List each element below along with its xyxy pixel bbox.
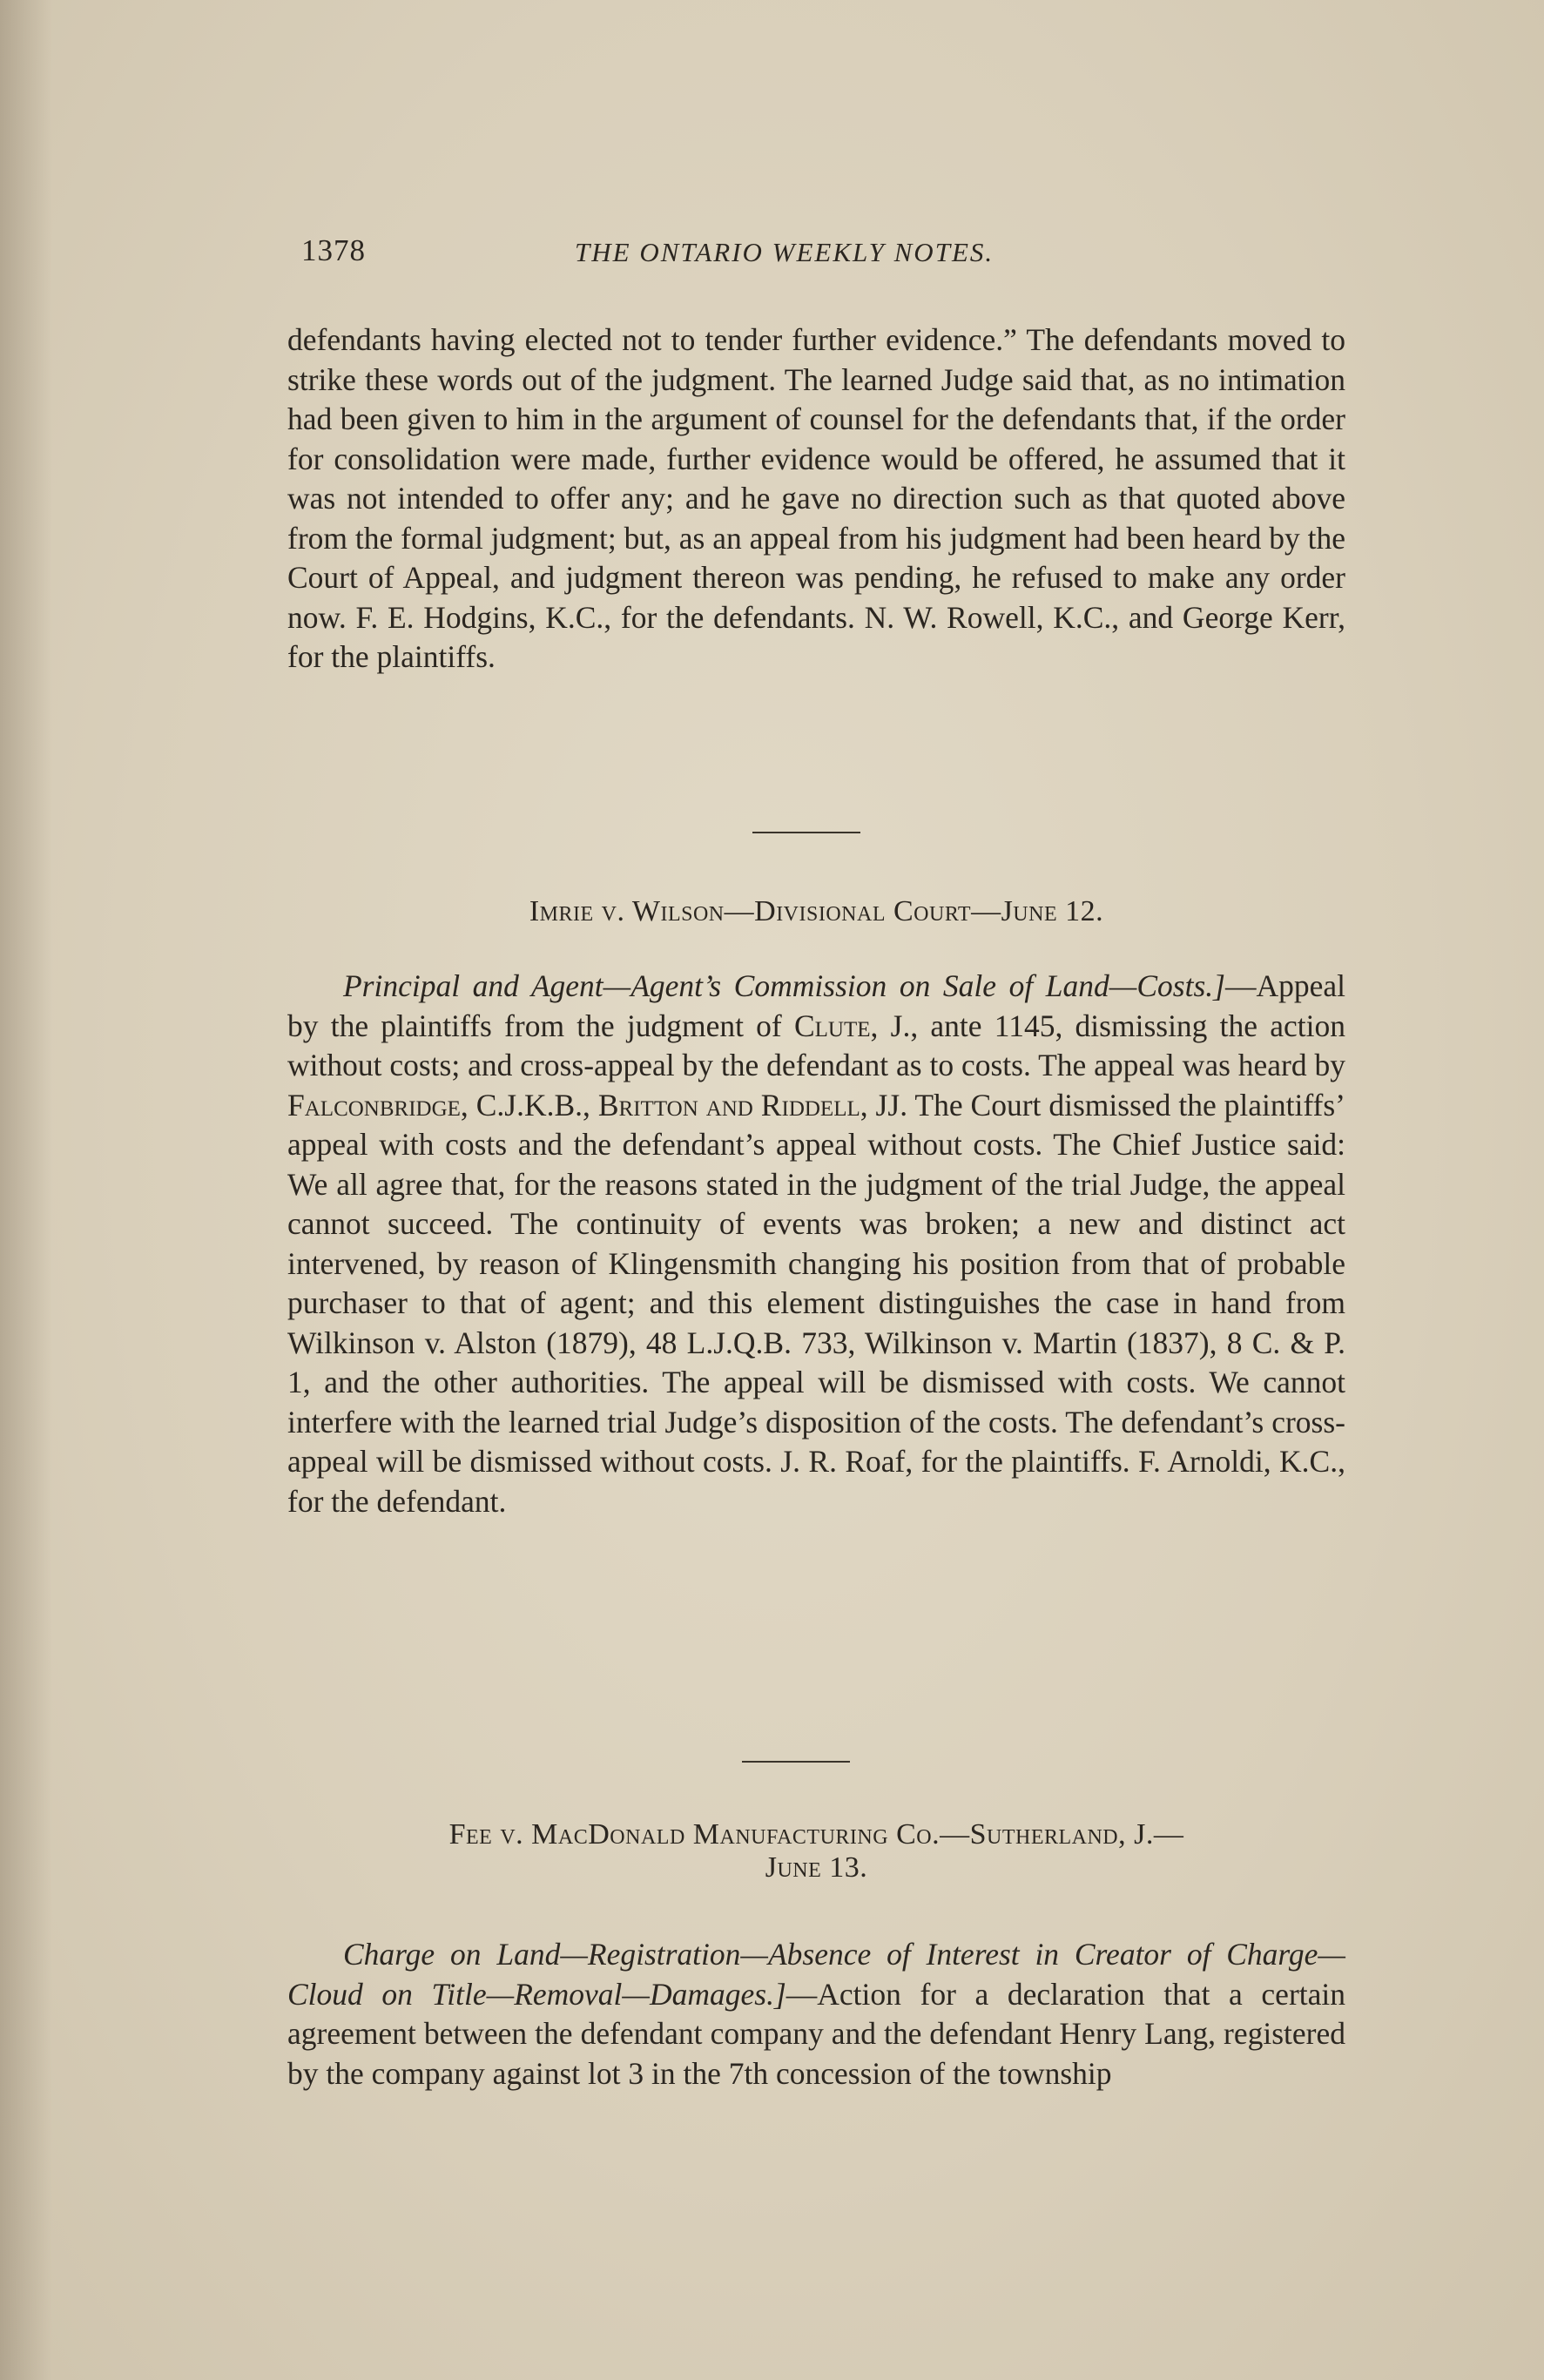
continuation-text: defendants having elected not to tender further evidence.” The defendants moved to strike these words out of the judgment. The learned Judge said that, as no intimation had been given to him in the argument of counsel for the defendants that, if the order for consolidation were made, further evidence would be offered, he assumed that it was not intended to offer any; and he gave no direction such as that quoted above from the formal judgment; but, as an appeal from his judgment had been heard by the Court of Appeal, and judgment thereon was pending, he refused to make any order now. F. E. Hodgins, K.C., for the defendants. N. W. Rowell, K.C., and George Kerr, for the plaintiffs.: [287, 322, 1345, 674]
case-imrie-text: [287, 967, 1345, 1521]
case-imrie-panel: Falconbridge, C.J.K.B., Britton and Riddell, JJ.: [287, 1087, 908, 1123]
continuation-paragraph: [287, 320, 1345, 808]
case-fee-body: —Action for a declaration that a certain agreement between the defendant company and the defendant Henry Lang, registered by the company against lot 3 in the 7th concession of the township: [287, 1976, 1345, 2091]
case-title-fee-line1: Fee v. MacDonald Manufacturing Co.—Sutherland, J.—: [448, 1818, 1184, 1851]
case-imrie-body-a: —Appeal by the plaintiffs from the judgment of: [287, 968, 1345, 1043]
case-fee-paragraph: [287, 1935, 1345, 2144]
running-head: THE ONTARIO WEEKLY NOTES.: [575, 237, 994, 267]
case-fee-text: [287, 1935, 1345, 2093]
section-divider: [752, 832, 860, 833]
case-imrie-body-b: , J., ante 1145, dismissing the action without costs; and cross-appeal by the defendant as to costs. The appeal was heard by: [287, 1008, 1345, 1082]
case-fee-headnote: Charge on Land—Registration—Absence of Interest in Creator of Charge—Cloud on Title—Removal—Damages.]: [287, 1937, 1345, 2012]
page-gutter-shadow: [0, 0, 52, 2380]
case-imrie-body-c: The Court dismissed the plaintiffs’ appeal with costs and the defendant’s appeal without costs. The Chief Justice said: We all agree that, for the reasons stated in the judgment of the trial Judge, the appeal cannot succeed. The continuity of events was broken; a new and distinct act intervened, by reason of Klingensmith changing his position from that of probable purchaser to that of agent; and this element distinguishes the case in hand from Wilkinson v. Alston (1879), 48 L.J.Q.B. 733, Wilkinson v. Martin (1837), 8 C. & P. 1, and the other authorities. The appeal will be dismissed with costs. We cannot interfere with the learned trial Judge’s disposition of the costs. The defendant’s cross-appeal will be dismissed without costs. J. R. Roaf, for the plaintiffs. F. Arnoldi, K.C., for the defendant.: [287, 1087, 1346, 1519]
page-header: [301, 233, 1346, 277]
section-divider-2: [742, 1761, 850, 1763]
case-title-imrie: Imrie v. Wilson—Divisional Court—June 12.: [529, 895, 1104, 927]
case-title-fee-line2: June 13.: [765, 1851, 868, 1884]
page-number: 1378: [301, 233, 366, 267]
case-imrie-headnote: Principal and Agent—Agent’s Commission on Sale of Land—Costs.]: [343, 968, 1225, 1003]
case-imrie-paragraph: [287, 967, 1345, 1733]
case-title-fee: [287, 1818, 1345, 1884]
case-imrie-judge: Clute: [793, 1008, 871, 1043]
